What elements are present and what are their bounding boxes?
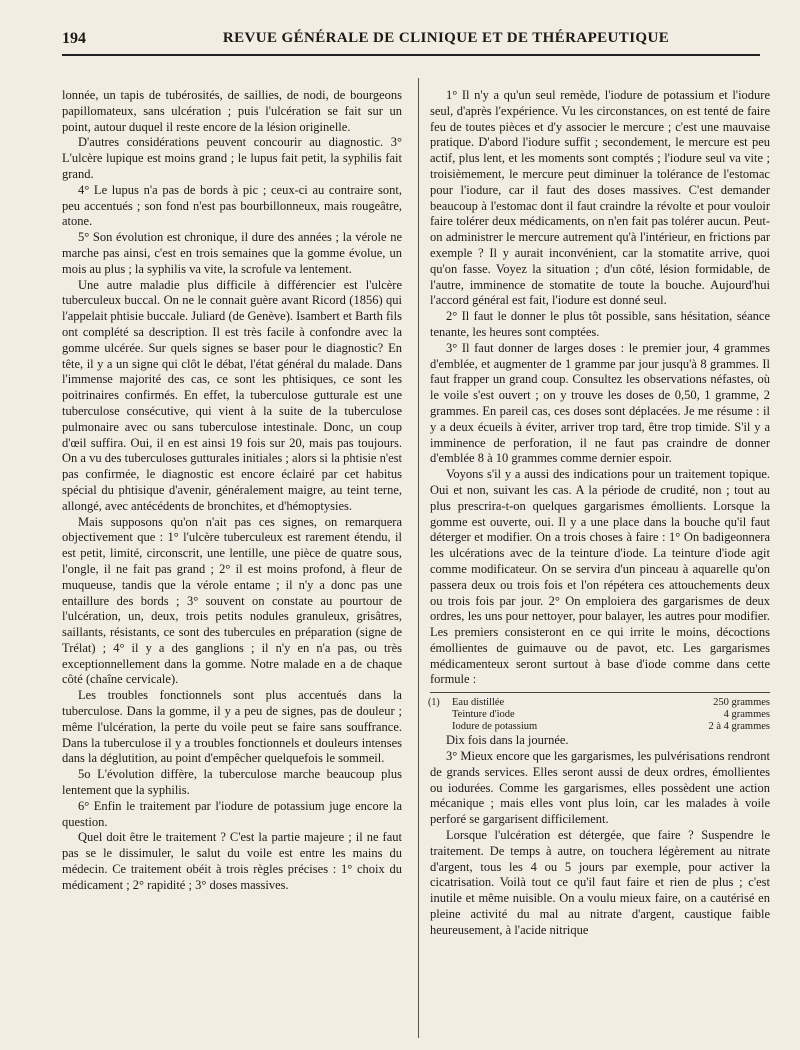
paragraph: Mais supposons qu'on n'ait pas ces signes, on remarquera objectivement que : 1° l'ulcère tuberculeux est rarement étendu, il est petit, limité, circonscrit, une lentille, une pièce de quatre sous, l'ongle, il ne fait pas grand ; 2° il est moins profond, à fleur de muqueuse, tandis que la vérole entame ; il n'y a donc pas une entaillure des bords ; 3° souvent on constate au pourtour de l'ulcération, un, deux, trois petits nodules granuleux, grisâtres, saillants, résistants, ce sont des tubercules en préparation (signe de Trélat) ; 4° il y a des ganglions ; il n'y en n'a pas, ou très exceptionnellement dans la gomme. Notre malade en a de chaque côté (chaîne cervicale). [62,514,402,687]
paragraph: Lorsque l'ulcération est détergée, que faire ? Suspendre le traitement. De temps à autre, on touchera légèrement au nitrate d'argent, tous les 4 ou 5 jours par exemple, pour activer la cicatrisation. Voilà tout ce qu'il faut faire et rien de plus ; c'est inutile et même nuisible. On a voulu mieux faire, on a cautérisé en pleine activité du mal au nitrate d'argent, caustique faible heureusement, à l'acide nitrique [430,828,770,937]
formula-item: Teinture d'iode [452,709,515,721]
paragraph: Quel doit être le traitement ? C'est la partie majeure ; il ne faut pas se le dissimuler, le salut du voile est entre les mains du médecin. Ce traitement obéit à trois règles précises : 1° choix du médicament ; 2° rapidité ; 3° doses massives. [62,830,402,892]
formula-row [430,697,770,709]
formula-footnote [430,692,770,733]
journal-title: REVUE GÉNÉRALE DE CLINIQUE ET DE THÉRAPEUTIQUE [222,30,670,46]
column-divider [418,78,419,1038]
paragraph: D'autres considérations peuvent concourir au diagnostic. 3° L'ulcère lupique est moins grand ; le lupus fait petit, la syphilis fait grand. [62,135,402,181]
formula-row [430,709,770,721]
paragraph: 6° Enfin le traitement par l'iodure de potassium juge encore la question. [62,798,402,829]
paragraph: Voyons s'il y a aussi des indications pour un traitement topique. Oui et non, suivant les cas. A la période de crudité, non ; tout au plus prescrira-t-on quelques gargarismes émollients. Lorsque la gomme est ouverte, oui. Il y a une place dans la bouche qu'il faut déterger et modifier. On a trois choses à faire : 1° On badigeonnera les ulcérations avec de la teinture d'iode. La teinture d'iode agit comme modificateur. On se servira d'un pinceau à aquarelle qu'on passera deux ou trois fois et l'on répétera ces attouchements deux ou trois fois par jour. 2° On emploiera des gargarismes de deux ordres, les uns pour nettoyer, pour balayer, les autres pour modifier. Les premiers consisteront en ce qui irrite le moins, décoctions émollientes de guimauve ou de pavot, etc. Les gargarismes médicamenteux seront surtout à base d'iode comme dans cette formule : [430,467,770,687]
paragraph: lonnée, un tapis de tubérosités, de saillies, de nodi, de bourgeons papillomateux, sans ulcération ; puis l'ulcération se fait sur un point, autour duquel il reste encore de la lésion originelle. [62,88,402,134]
page-header [62,24,760,56]
formula-quantity: 2 à 4 grammes [708,721,770,733]
left-column [62,88,402,1038]
paragraph: Une autre maladie plus difficile à différencier est l'ulcère tuberculeux buccal. On ne le connait guère avant Ricord (1856) qui l'appelait phtisie buccale. Juliard (de Genève). Isambert et Barth fils ont complété sa description. Il est très facile à confondre avec la gomme ulcérée. Sur quels signes se baser pour le diagnostic? En tête, il y a un signe qui clôt le débat, l'état général du malade. Dans l'immense majorité des cas, ce sont les phtisiques, ce sont les poitrinaires confirmés. En effet, la tuberculose gutturale est une tuberculose consécutive, qui vient à la suite de la tuberculose pulmonaire avec ou sans tuberculose intestinale. Donc, un coup d'œil suffira. Oui, il en est ainsi 19 fois sur 20, mais pas toujours. On a vu des tuberculoses gutturales initiales ; alors si la phtisie n'est pas confirmée, le diagnostic est encore éclairé par cet habitus spécial du phtisique d'avenir, généralement maigre, au teint terne, allongé, avec antécédents de bronchites, et d'hémoptysies. [62,277,402,513]
formula-row [430,721,770,733]
paragraph: 1° Il n'y a qu'un seul remède, l'iodure de potassium et l'iodure seul, d'après l'expérience. Vu les circonstances, on est tenté de faire feu de toutes pièces et d'y associer le mercure ; c'est une mauvaise pratique. D'abord l'iodure suffit ; secondement, le mercure est peu actif, plus lent, et les moments sont comptés ; l'iodure seul va vite ; troisièmement, le mercure peut diminuer la tolérance de l'estomac pour l'iodure, car il faut des doses massives. C'est demander beaucoup à l'estomac dont il faut craindre la révolte et pour vouloir faire tolérer deux médicaments, on n'en fait pas tolérer aucun. Peut-on administrer le mercure autrement qu'à l'intérieur, en frictions par exemple ? Il y aurait inconvénient, car la stomatite arrive, quoi qu'on fasse. Voyez la situation ; d'un côté, lésion formidable, de l'autre, imminence de stomatite de toute la bouche. Aujourd'hui l'accord général est fait, l'iodure est donné seul. [430,88,770,308]
paragraph: 3° Il faut donner de larges doses : le premier jour, 4 grammes d'emblée, et augmenter de 1 gramme par jour jusqu'à 8 grammes. Il faut frapper un grand coup. Consultez les observations néfastes, où le voile s'est ouvert ; on y trouve les doses de 0,50, 1 gramme, 2 grammes. En pareil cas, ces doses sont déplacées. Je me résume : il y a deux écueils à éviter, arriver trop tard, être trop timide. S'il y a imminence de perforation, il ne faut pas craindre de donner d'emblée 8 à 10 grammes comme dernier espoir. [430,340,770,466]
formula-quantity: 4 grammes [723,709,770,721]
paragraph: 4° Le lupus n'a pas de bords à pic ; ceux-ci au contraire sont, peu accentués ; son fond n'est pas bourbillonneux, mais rougeâtre, atone. [62,182,402,229]
formula-item: Eau distillée [452,697,505,709]
footnote-mark: (1) [428,697,440,709]
paragraph: Les troubles fonctionnels sont plus accentués dans la tuberculose. Dans la gomme, il y a peu de signes, pas de douleur ; même l'ulcération, la perte du voile peut se faire sans souffrance. Dans la tuberculose il y a troubles fonctionnels et douleurs intenses dans la déglutition, au point d'empêcher quelquefois le sommeil. [62,688,402,766]
paragraph: 5° Son évolution est chronique, il dure des années ; la vérole ne marche pas ainsi, c'est en trois semaines que la gomme évolue, un mois au plus ; la syphilis va vite, la scrofule va lentement. [62,230,402,276]
formula-quantity: 250 grammes [713,697,770,709]
right-column [430,88,770,1038]
formula-item: Iodure de potassium [452,721,538,733]
paragraph: 5o L'évolution diffère, la tuberculose marche beaucoup plus lentement que la syphilis. [62,767,402,798]
paragraph: 2° Il faut le donner le plus tôt possible, sans hésitation, séance tenante, les heures sont comptées. [430,309,770,339]
page-number: 194 [62,30,86,47]
paragraph: Dix fois dans la journée. [446,733,569,748]
paragraph: 3° Mieux encore que les gargarismes, les pulvérisations rendront de grands services. Elles seront aussi de deux ordres, émollientes ou iodurées. Comme les gargarismes, elles possèdent une action mécanique ; mais elles vont plus loin, car les malades à voile perforé se gargarisent difficilement. [430,749,770,827]
